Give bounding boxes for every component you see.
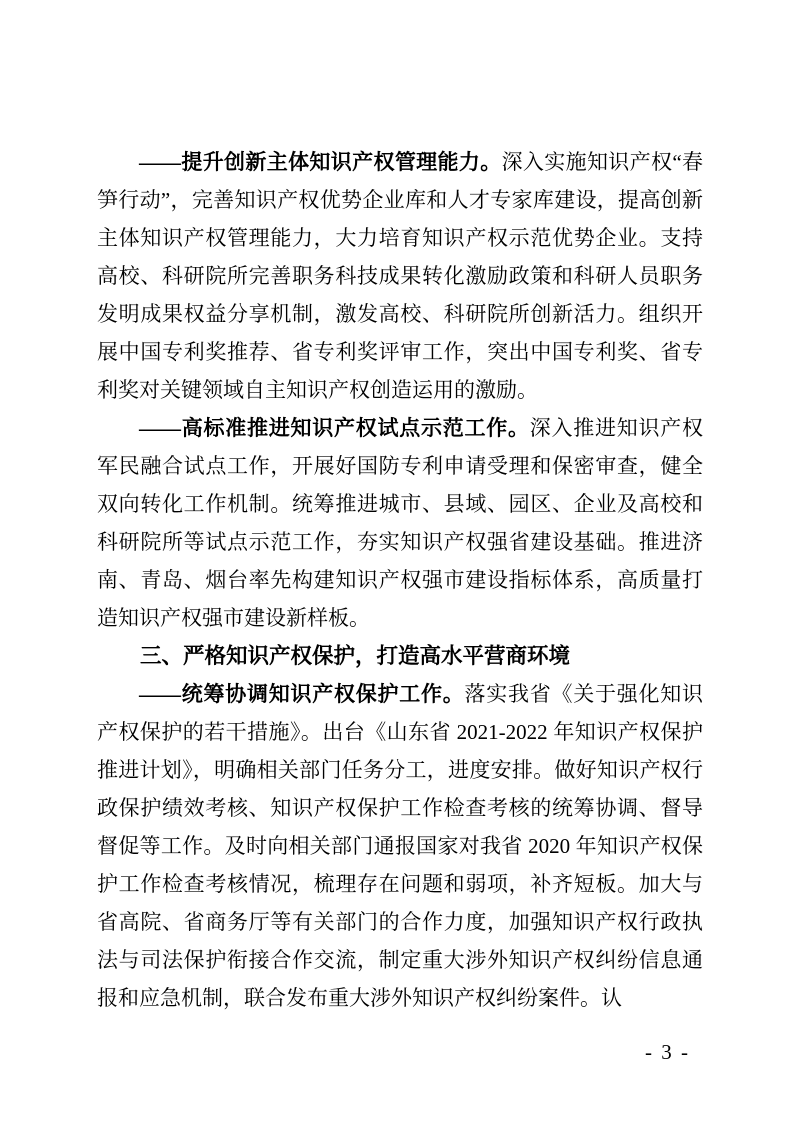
document-body	[97, 143, 703, 1017]
paragraph-lead-bold: ——提升创新主体知识产权管理能力。	[139, 150, 502, 174]
paragraph-pilot-demonstration	[97, 409, 703, 637]
paragraph-body-text: 深入推进知识产权军民融合试点工作，开展好国防专利申请受理和保密审查，健全双向转化工作机制。统筹推进城市、县域、园区、企业及高校和科研院所等试点示范工作，夯实知识产权强省建设基础。推进济南、青岛、烟台率先构建知识产权强市建设指标体系，高质量打造知识产权强市建设新样板。	[97, 416, 703, 630]
paragraph-body-text: 深入实施知识产权“春笋行动”，完善知识产权优势企业库和人才专家库建设，提高创新主体知识产权管理能力，大力培育知识产权示范优势企业。支持高校、科研院所完善职务科技成果转化激励政策和科研人员职务发明成果权益分享机制，激发高校、科研院所创新活力。组织开展中国专利奖推荐、省专利奖评审工作，突出中国专利奖、省专利奖对关键领域自主知识产权创造运用的激励。	[97, 150, 704, 402]
paragraph-ip-protection-coordination	[97, 675, 703, 1017]
paragraph-lead-bold: ——统筹协调知识产权保护工作。	[139, 682, 465, 706]
page-number: - 3 -	[645, 1040, 690, 1064]
paragraph-lead-bold: ——高标准推进知识产权试点示范工作。	[139, 416, 530, 440]
paragraph-improve-ip-management	[97, 143, 703, 409]
paragraph-body-text: 落实我省《关于强化知识产权保护的若干措施》。出台《山东省 2021-2022 年知识产权保护推进计划》，明确相关部门任务分工，进度安排。做好知识产权行政保护绩效考核、知识产权保护工作检查考核的统筹协调、督导督促等工作。及时向相关部门通报国家对我省 2020 年知识产权保护工作检查考核情况，梳理存在问题和弱项，补齐短板。加大与省高院、省商务厅等有关部门的合作力度，加强知识产权行政执法与司法保护衔接合作交流，制定重大涉外知识产权纠纷信息通报和应急机制，联合发布重大涉外知识产权纠纷案件。认	[97, 682, 703, 1010]
section-heading: 三、严格知识产权保护，打造高水平营商环境	[140, 644, 571, 668]
